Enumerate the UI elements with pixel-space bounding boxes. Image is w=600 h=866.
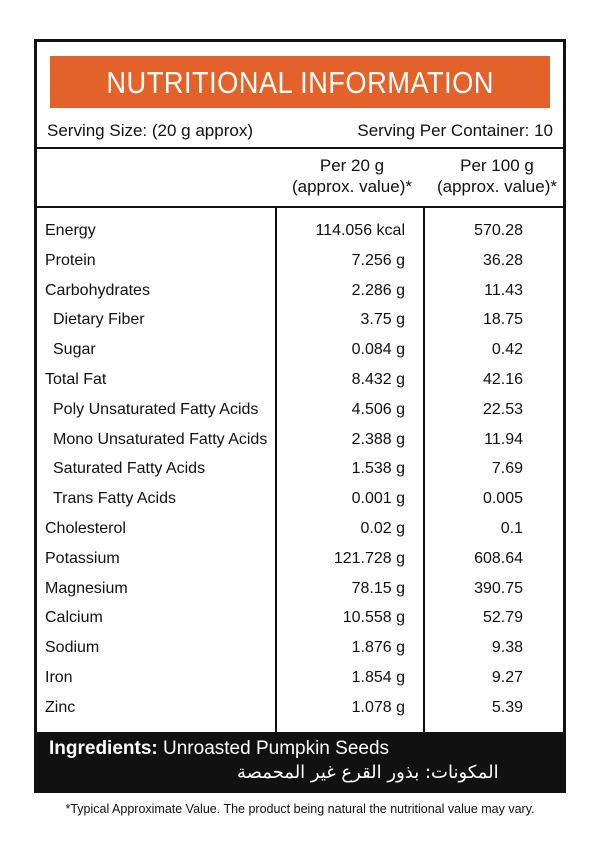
servings-per-container: Serving Per Container: 10 <box>357 121 553 140</box>
per20-value: 0.084 g <box>351 341 405 359</box>
per20-value: 2.286 g <box>351 281 405 299</box>
per100-value: 36.28 <box>482 251 523 269</box>
per20-value: 78.15 g <box>351 579 405 597</box>
per100-value: 22.53 <box>482 400 523 418</box>
footnote: *Typical Approximate Value. The product being natural the nutritional value may vary. <box>65 802 535 816</box>
nutrient-name: Potassium <box>45 549 120 567</box>
per20-value: 1.538 g <box>351 460 405 478</box>
per20-value: 3.75 g <box>360 311 405 329</box>
per100-value: 18.75 <box>482 311 523 329</box>
nutrient-name: Trans Fatty Acids <box>53 490 176 508</box>
table-row <box>37 574 563 604</box>
panel-title: NUTRITIONAL INFORMATION <box>106 65 494 100</box>
per100-value: 0.005 <box>482 490 523 508</box>
nutrient-name: Carbohydrates <box>45 281 150 299</box>
per100-value: 11.43 <box>484 281 523 299</box>
serving-info <box>47 119 553 143</box>
nutrient-name: Poly Unsaturated Fatty Acids <box>53 400 259 418</box>
nutrition-panel <box>34 39 566 793</box>
per20-title: Per 20 g <box>319 156 385 175</box>
per20-value: 1.876 g <box>351 639 405 657</box>
serving-size: Serving Size: (20 g approx) <box>47 121 253 140</box>
table-row <box>37 335 563 365</box>
nutrient-name: Energy <box>45 222 96 239</box>
per100-value: 0.42 <box>491 341 523 359</box>
divider-top <box>37 147 563 149</box>
ingredients-arabic: المكونات: بذور القرع غير المحمصة <box>237 762 499 783</box>
nutrient-name: Protein <box>45 251 96 269</box>
per100-value: 9.38 <box>491 639 523 657</box>
table-row <box>37 663 563 693</box>
nutrient-name: Dietary Fiber <box>53 311 145 329</box>
nutrient-name: Iron <box>45 669 73 686</box>
nutrient-name: Calcium <box>45 609 103 627</box>
per20-value: 1.854 g <box>351 669 405 686</box>
table-row <box>37 365 563 395</box>
ingredients-bar <box>37 732 563 790</box>
per100-value: 9.27 <box>491 669 523 686</box>
per100-value: 608.64 <box>474 549 523 567</box>
per100-value: 7.69 <box>491 460 523 478</box>
ingredients-text: Unroasted Pumpkin Seeds <box>163 738 390 759</box>
per100-value: 390.75 <box>474 579 523 597</box>
per20-value: 10.558 g <box>342 609 405 627</box>
per20-value: 0.02 g <box>360 520 405 537</box>
per100-value: 42.16 <box>482 371 523 388</box>
per100-value: 0.1 <box>500 520 523 537</box>
per100-title: Per 100 g <box>460 156 534 175</box>
nutrient-name: Cholesterol <box>45 520 126 537</box>
ingredients-english <box>49 737 389 761</box>
nutrient-name: Magnesium <box>45 579 128 597</box>
table-row <box>37 425 563 455</box>
table-row <box>37 454 563 484</box>
nutrient-name: Sugar <box>53 341 96 359</box>
per20-value: 4.506 g <box>351 400 405 418</box>
table-row <box>37 514 563 544</box>
table-row <box>37 484 563 514</box>
nutrient-name: Saturated Fatty Acids <box>53 460 206 478</box>
table-row <box>37 395 563 425</box>
per20-value: 1.078 g <box>351 698 405 716</box>
column-header-per20 <box>277 155 427 197</box>
per20-value: 0.001 g <box>351 490 405 508</box>
table-row <box>37 603 563 633</box>
per100-value: 52.79 <box>482 609 523 627</box>
per100-value: 11.94 <box>484 430 523 448</box>
per20-value: 2.388 g <box>351 430 405 448</box>
per100-value: 570.28 <box>474 222 523 239</box>
per100-subtitle: (approx. value)* <box>436 177 557 196</box>
nutrient-name: Mono Unsaturated Fatty Acids <box>53 430 268 448</box>
nutrient-name: Sodium <box>45 639 100 657</box>
nutrient-name: Zinc <box>45 698 76 716</box>
per100-value: 5.39 <box>491 698 523 716</box>
per20-value: 114.056 kcal <box>315 222 405 239</box>
per20-value: 8.432 g <box>351 371 405 388</box>
table-row <box>37 693 563 723</box>
per20-value: 121.728 g <box>333 549 405 567</box>
table-row <box>37 276 563 306</box>
nutrient-name: Total Fat <box>45 371 107 388</box>
table-row <box>37 216 563 246</box>
per20-value: 7.256 g <box>351 251 405 269</box>
title-banner <box>50 56 550 108</box>
table-row <box>37 246 563 276</box>
table-row <box>37 633 563 663</box>
column-header-per100 <box>427 155 567 197</box>
per20-subtitle: (approx. value)* <box>291 177 412 196</box>
divider-header <box>37 206 563 208</box>
table-row <box>37 544 563 574</box>
ingredients-label: Ingredients: <box>49 738 158 759</box>
table-row <box>37 305 563 335</box>
